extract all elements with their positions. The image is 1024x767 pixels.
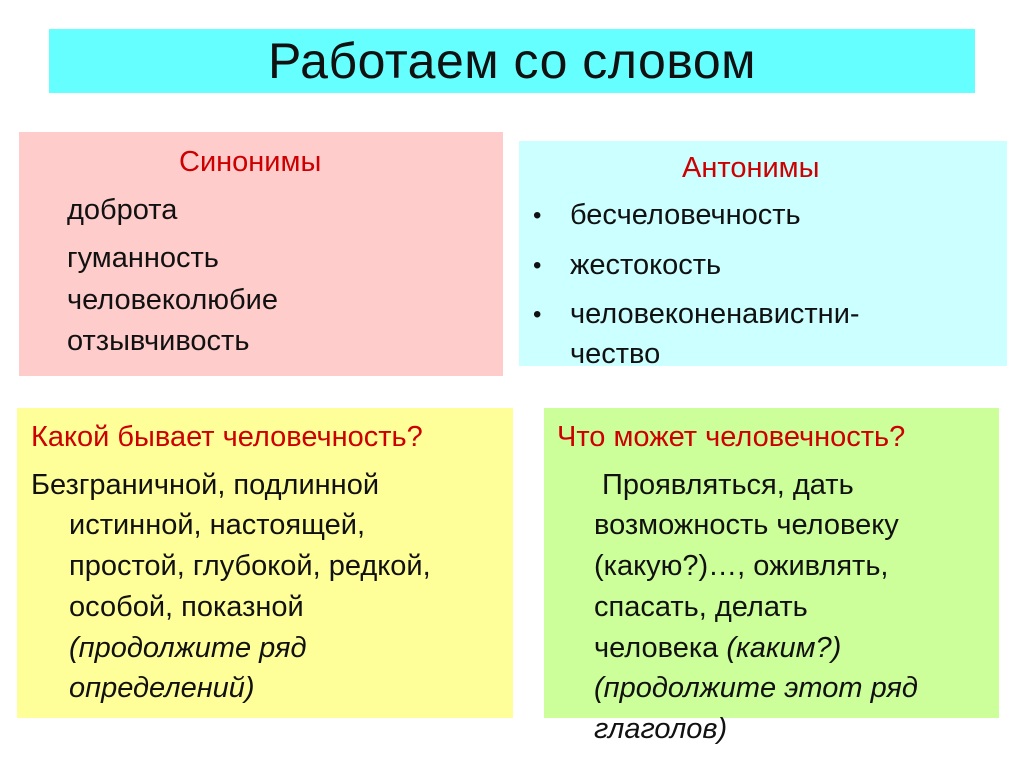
synonyms-box	[19, 132, 503, 376]
antonyms-box	[519, 141, 1007, 370]
bullet-icon: •	[533, 301, 542, 328]
antonym-item: человеконенавистни-	[570, 298, 860, 330]
synonym-item: человеколюбие	[67, 284, 278, 316]
title-banner	[49, 29, 975, 93]
what-can-line: спасать, делать	[594, 591, 808, 623]
what-kind-line: Безграничной, подлинной	[31, 469, 380, 501]
what-can-hint: глаголов)	[594, 713, 728, 745]
what-can-line: (какую?)…, оживлять,	[594, 550, 889, 582]
what-can-line-text: человека	[594, 632, 719, 664]
bullet-icon: •	[533, 252, 542, 279]
what-can-line: возможность человеку	[594, 509, 899, 541]
antonym-item: бесчеловечность	[570, 199, 801, 231]
what-can-inline-hint: (каким?)	[726, 632, 842, 664]
what-kind-hint: (продолжите ряд	[69, 632, 307, 664]
synonym-item: гуманность	[67, 242, 219, 274]
what-can-line	[594, 632, 841, 665]
what-can-question: Что может человечность?	[557, 421, 906, 453]
what-can-line: Проявляться, дать	[602, 469, 854, 501]
what-kind-box	[17, 408, 513, 718]
what-kind-question: Какой бывает человечность?	[31, 421, 423, 453]
antonym-item: жестокость	[570, 249, 722, 281]
what-can-box	[544, 408, 999, 745]
bullet-icon: •	[533, 202, 542, 229]
antonym-item-continuation: чество	[570, 338, 661, 370]
synonyms-heading: Синонимы	[179, 146, 322, 178]
what-can-hint: (продолжите этот ряд	[594, 672, 918, 704]
what-kind-line: особой, показной	[69, 591, 304, 623]
antonyms-heading: Антонимы	[682, 152, 820, 184]
what-kind-hint: определений)	[69, 672, 255, 704]
synonym-item: отзывчивость	[67, 325, 250, 357]
what-kind-line: истинной, настоящей,	[69, 509, 366, 541]
page-title: Работаем со словом	[267, 33, 757, 89]
what-kind-line: простой, глубокой, редкой,	[69, 550, 431, 582]
synonym-item: доброта	[67, 194, 178, 226]
